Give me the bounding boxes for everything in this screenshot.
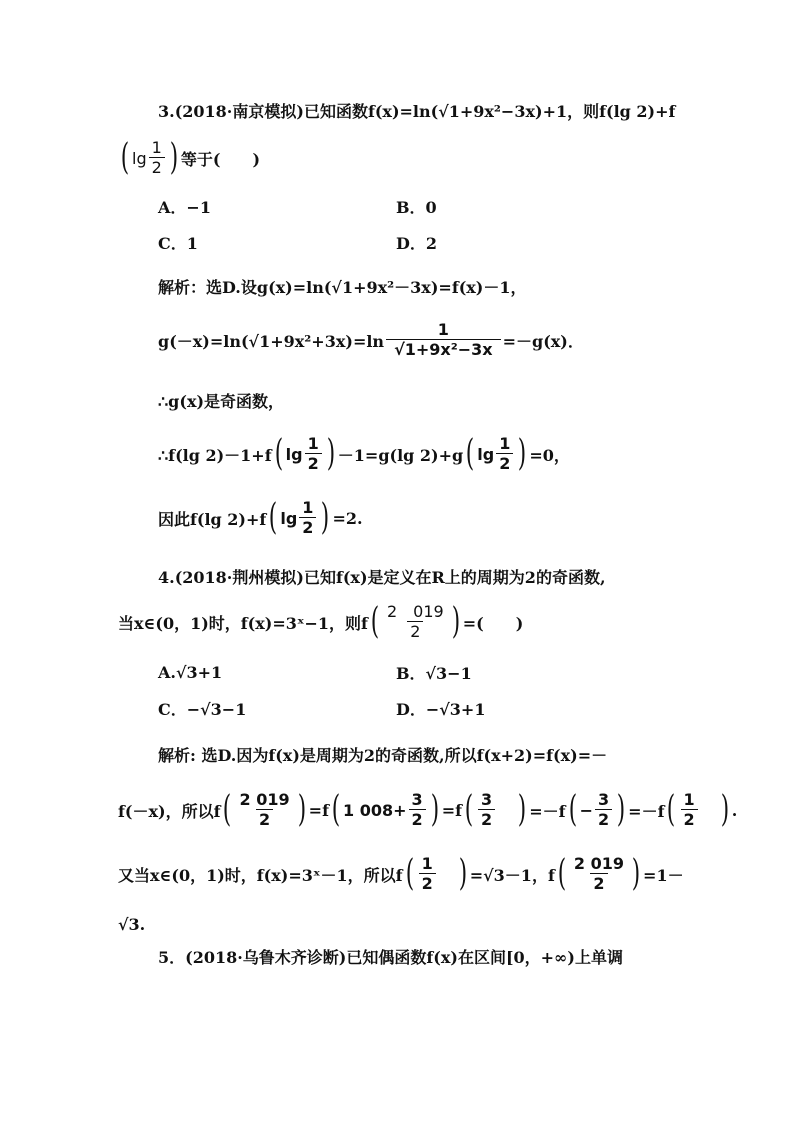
lg-text: lg [132, 148, 147, 168]
q4-solution-text2: f(－x)，所以f [118, 801, 221, 821]
q4-solution-line3: 又当x∈(0，1)时，f(x)=3ˣ－1，所以f ( $\frac{1}{2}$ ) =√3－1，f ( $\frac{2 019}{2}$ ) =1－ [118, 853, 684, 894]
q4-option-b: B．√3−1 [396, 663, 472, 683]
q3-solution-text3: ∴g(x)是奇函数， [158, 391, 285, 411]
fraction-3-2-a: $\frac{3}{2}$ [409, 791, 426, 830]
q3-solution-line4: ∴f(lg 2)－1+f ( lg $\frac{1}{2}$ ) －1=g(lg 2)+g ( lg $\frac{1}{2}$ ) =0， [158, 433, 570, 474]
right-paren: ) [169, 137, 179, 178]
q4-stem-line2: 当x∈(0，1)时，f(x)=3ˣ−1，则f ( $\frac{2 019}{2}$ ) =( ) [118, 601, 524, 642]
eq4: =－f [628, 801, 665, 821]
fraction-half-c: $\frac{1}{2}$ [299, 499, 316, 538]
q3-stem-line2 [0, 138, 794, 178]
fraction-1-2-b: $\frac{1}{2}$ [419, 855, 436, 894]
left-paren: ( [120, 137, 130, 178]
q4-solution-line1 [0, 734, 794, 774]
q3-solution-text5-tail: =2. [332, 508, 363, 528]
period: . [731, 800, 738, 820]
q3-solution-text1: 解析：选D.设g(x)=ln(√1+9x²－3x)=f(x)－1， [158, 277, 527, 297]
q5-stem-text: 5．(2018·乌鲁木齐诊断)已知偶函数f(x)在区间[0，+∞)上单调 [158, 947, 623, 967]
q3-stem-line1 [0, 90, 794, 130]
eq2: =f [441, 800, 462, 820]
fraction-half-b: $\frac{1}{2}$ [496, 435, 513, 474]
int-1008: 1 008+ [343, 800, 407, 820]
q3-option-b: B．0 [396, 197, 437, 217]
fraction-half-a: $\frac{1}{2}$ [305, 435, 322, 474]
q4-stem-text: 4.(2018·荆州模拟)已知f(x)是定义在R上的周期为2的奇函数, [158, 567, 606, 587]
eq3: =－f [529, 801, 566, 821]
q4-options-row2 [0, 688, 794, 728]
q3-option-c: C．1 [158, 233, 198, 253]
fraction-1-2: $\frac{1}{2}$ [681, 791, 698, 830]
fraction-2019-b: $\frac{2 019}{2}$ [573, 853, 624, 893]
eq1: =f [308, 800, 329, 820]
q3-solution-line1 [0, 266, 794, 306]
fraction-ln: $\frac{1}{\text{√1+9x²−3x}}$ [386, 321, 501, 360]
q3-solution-text4-tail: =0， [529, 445, 570, 465]
q3-solution-text2-tail: =－g(x)． [502, 331, 584, 351]
q4-option-d: D．−√3+1 [396, 699, 486, 719]
q4-stem-tail: =( ) [462, 613, 524, 633]
fraction-half: $\frac{1}{2}$ [149, 139, 165, 178]
q3-stem-text: 3.(2018·南京模拟)已知函数f(x)=ln(√1+9x²−3x)+1，则f(lg 2)+f [158, 101, 676, 121]
q3-solution-line2 [0, 318, 794, 362]
q4-stem-line1 [0, 556, 794, 596]
q4-solution-text3-mid: =√3－1，f [469, 865, 555, 885]
q4-solution-text1: 解析: 选D.因为f(x)是周期为2的奇函数,所以f(x+2)=f(x)=－ [158, 745, 608, 765]
q3-solution-text4-mid: －1=g(lg 2)+g [337, 445, 464, 465]
q4-solution-text3-tail: =1－ [643, 865, 684, 885]
q3-option-a: A．−1 [158, 197, 211, 217]
q4-options-row1 [0, 652, 794, 692]
fraction-3-2-b: $\frac{3}{2}$ [478, 791, 495, 830]
q4-solution-line2: f(－x)，所以f ( $\frac{2 019}{2}$ ) =f ( 1 008+ $\frac{3}{2}$ ) =f ( $\frac{3}{2}$ ) =－f ( − $\frac{3}{2}$ ) =－f ( $\frac{1}{2}$ ) . [118, 789, 738, 830]
q5-stem-line1 [0, 936, 794, 976]
q3-solution-text5: 因此f(lg 2)+f [158, 509, 267, 529]
q3-solution-line5: 因此f(lg 2)+f ( lg $\frac{1}{2}$ ) =2. [158, 497, 363, 538]
q3-solution-line3 [0, 380, 794, 420]
q3-options-row2 [0, 222, 794, 262]
q4-option-a: A.√3+1 [158, 662, 223, 682]
q4-stem-text2: 当x∈(0，1)时，f(x)=3ˣ−1，则f [118, 613, 368, 633]
q3-solution-text2: g(－x)=ln(√1+9x²+3x)=ln [158, 331, 385, 351]
q4-solution-text4: √3. [118, 914, 146, 934]
q4-option-c: C．−√3−1 [158, 699, 247, 719]
q4-solution-text3: 又当x∈(0，1)时，f(x)=3ˣ－1，所以f [118, 865, 403, 885]
q3-options-row1 [0, 186, 794, 226]
fraction-neg-3-2: $\frac{3}{2}$ [595, 791, 612, 830]
fraction-2019-stem: $\frac{2 019}{2}$ [386, 601, 444, 641]
q3-option-d: D．2 [396, 233, 438, 253]
q3-stem-tail: 等于( ) [180, 149, 261, 169]
q3-solution-text4: ∴f(lg 2)－1+f [158, 445, 272, 465]
fraction-2019: $\frac{2 019}{2}$ [239, 789, 290, 829]
